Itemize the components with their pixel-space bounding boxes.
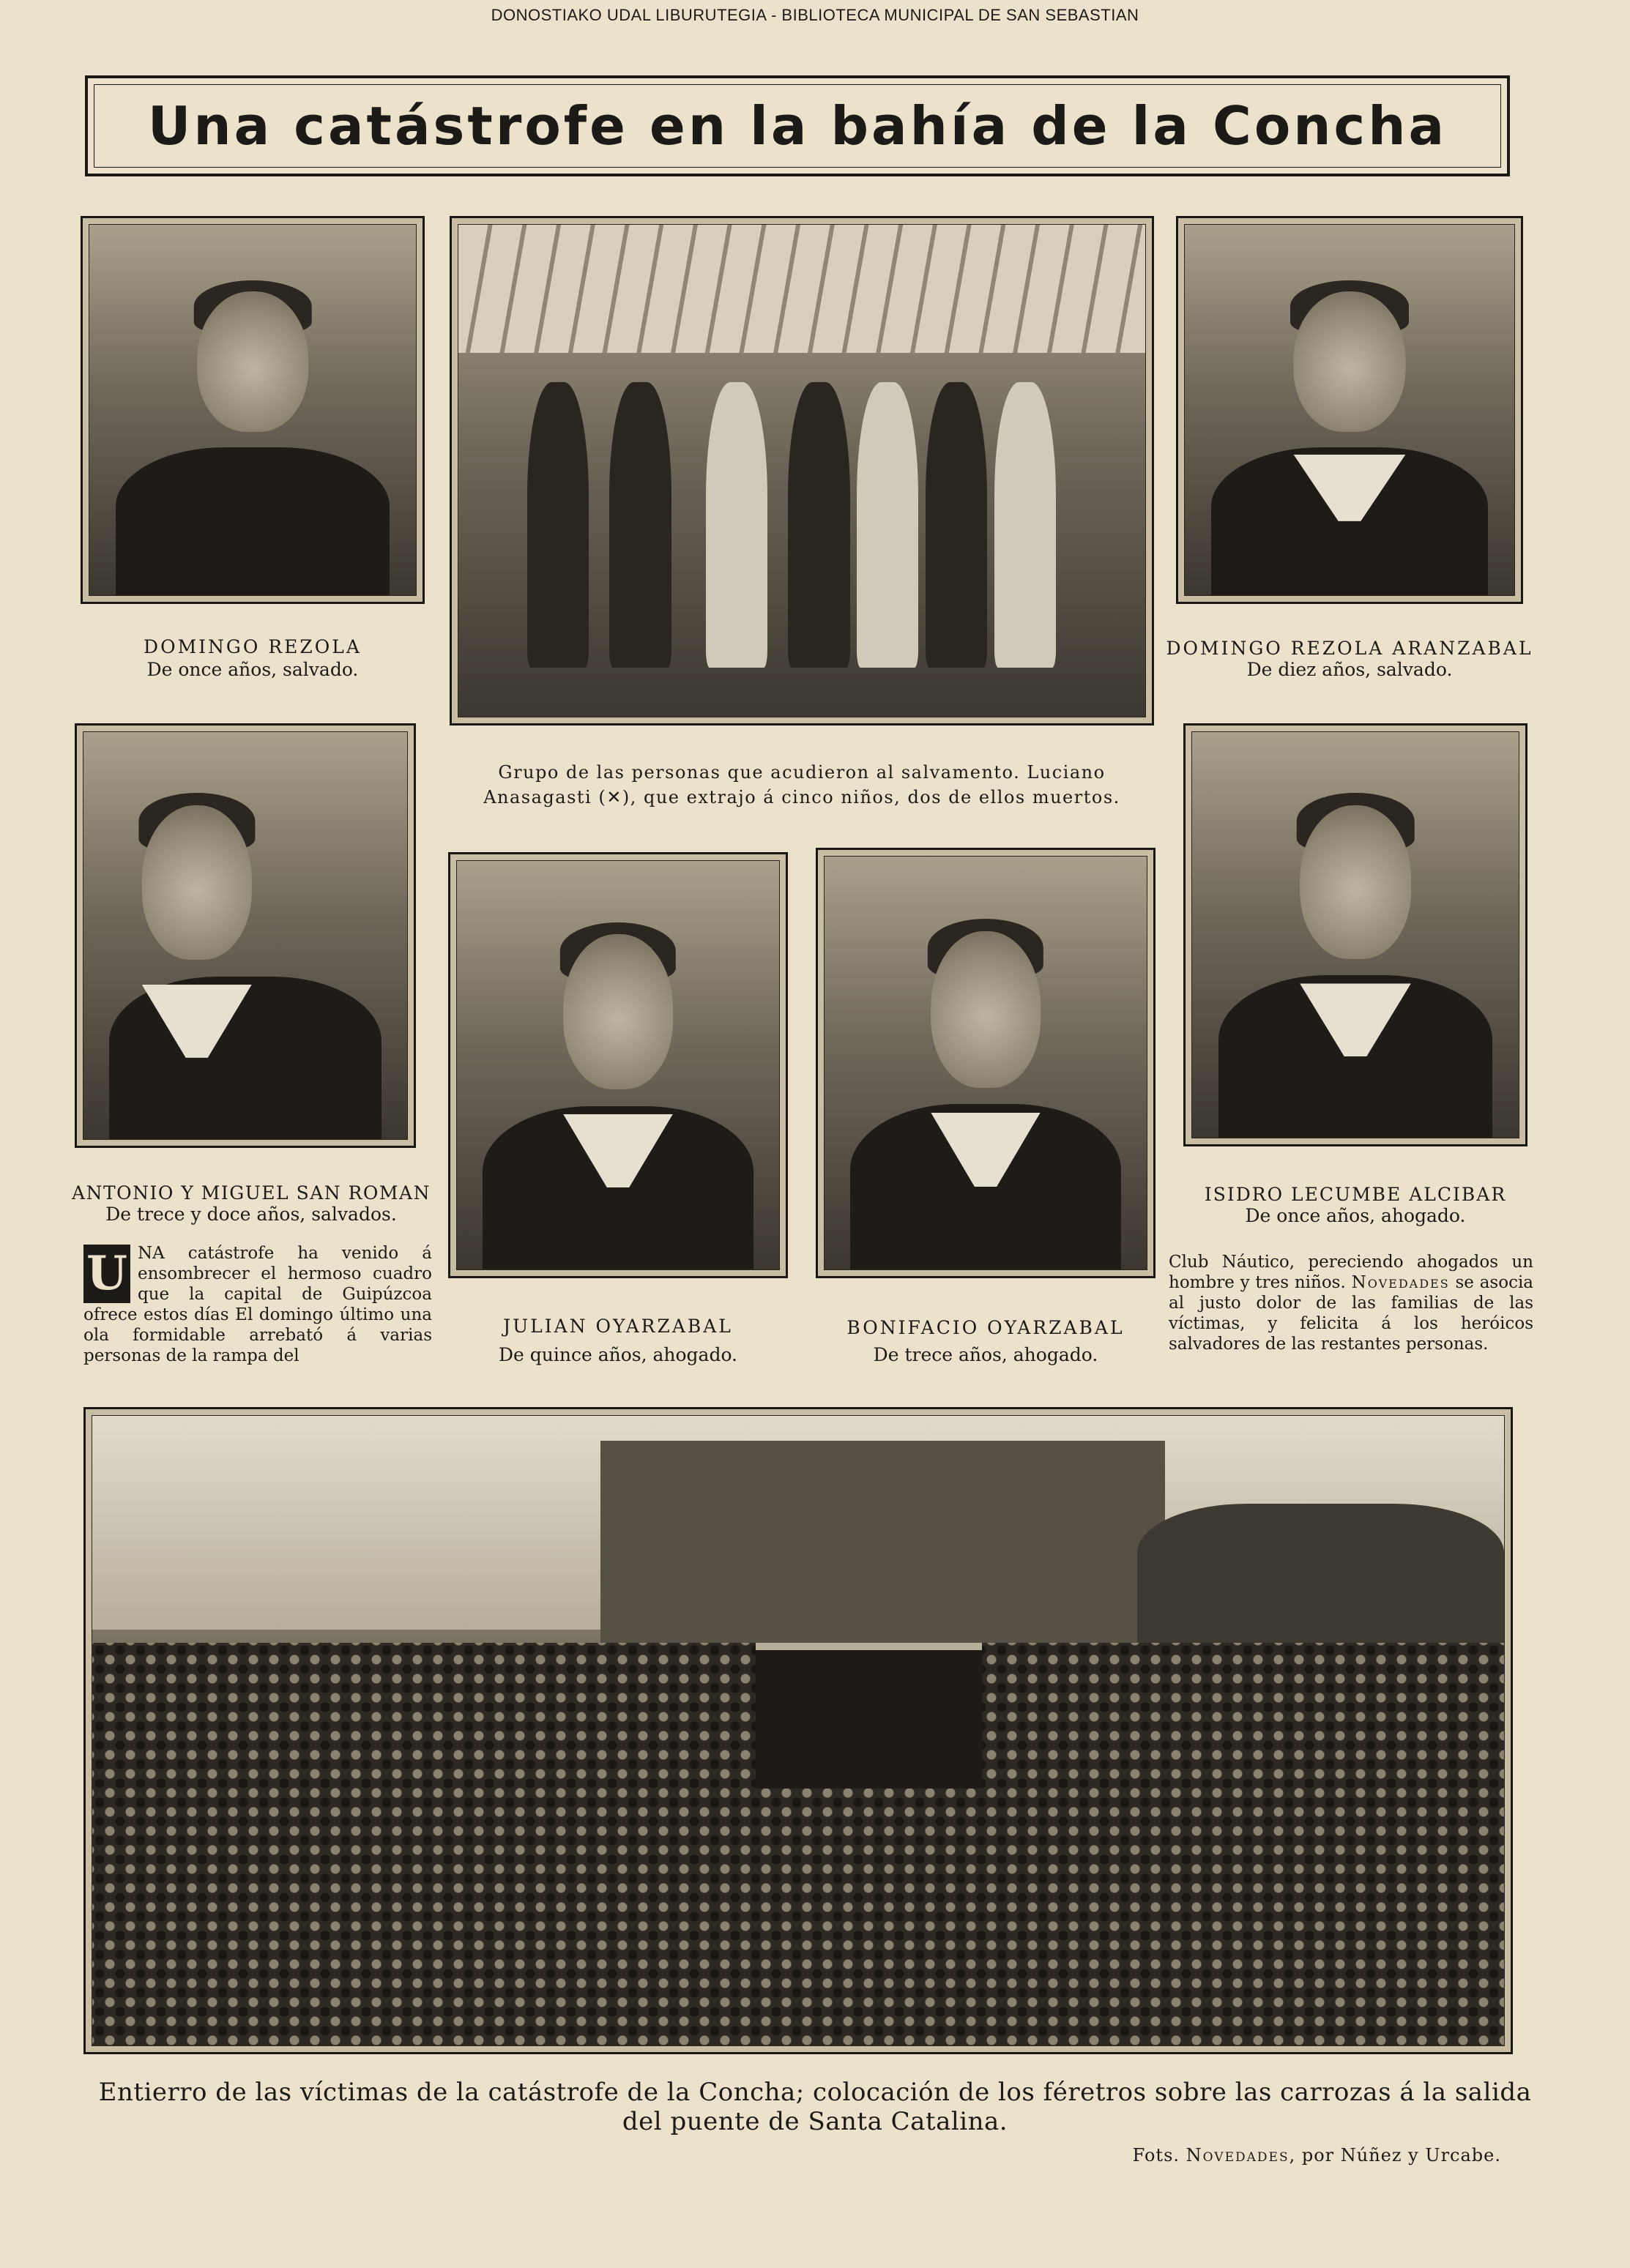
photo-image — [1191, 731, 1519, 1138]
photo-credit — [1133, 2145, 1501, 2166]
page-title: Una catástrofe en la bahía de la Concha — [147, 95, 1448, 157]
magazine-name: Novedades — [1351, 1273, 1450, 1292]
caption-name-p6: ISIDRO LECUMBE ALCIBAR — [1204, 1184, 1507, 1205]
caption-name-p3: ANTONIO Y MIGUEL SAN ROMAN — [72, 1182, 431, 1204]
credit-prefix: Fots. — [1132, 2145, 1180, 2166]
caption-name-p5: BONIFACIO OYARZABAL — [846, 1317, 1125, 1338]
photo-image — [89, 224, 417, 596]
library-header: DONOSTIAKO UDAL LIBURUTEGIA - BIBLIOTECA MUNICIPAL DE SAN SEBASTIAN — [491, 6, 1139, 24]
photo-image — [92, 1415, 1505, 2046]
group-caption-line2: Anasagasti (✕), que extrajo á cinco niños, dos de ellos muertos. — [483, 787, 1120, 807]
photo-image — [1184, 224, 1515, 596]
article-left-column — [83, 1243, 432, 1366]
caption-sub-p4: De quince años, ahogado. — [498, 1344, 738, 1365]
photo-bonifacio-oyarzabal — [816, 848, 1155, 1278]
photo-domingo-rezola-aranzabal — [1176, 216, 1523, 604]
caption-sub-p2: De diez años, salvado. — [1246, 659, 1453, 680]
credit-magazine: Novedades — [1186, 2145, 1290, 2166]
photo-image — [824, 856, 1147, 1270]
photo-domingo-rezola — [81, 216, 425, 604]
article-right-text-1: Club Náutico, pereciendo ahogados un hombre y tres niños. — [1169, 1253, 1533, 1292]
article-right-column — [1169, 1252, 1533, 1354]
credit-suffix: , por Núñez y Urcabe. — [1289, 2145, 1501, 2166]
caption-sub-p5: De trece años, ahogado. — [873, 1344, 1098, 1365]
caption-sub-p1: De once años, salvado. — [146, 659, 359, 680]
photo-funeral-crowd — [83, 1407, 1513, 2054]
caption-sub-p6: De once años, ahogado. — [1245, 1205, 1466, 1226]
photo-image — [458, 224, 1146, 717]
bottom-caption-line1: Entierro de las víctimas de la catástrofe de la Concha; colocación de los féretros sobre las carrozas á la salida — [98, 2078, 1532, 2107]
caption-name-p4: JULIAN OYARZABAL — [503, 1316, 733, 1337]
photo-image — [456, 860, 780, 1270]
photo-isidro-lecumbe-alcibar — [1183, 723, 1527, 1146]
photo-julian-oyarzabal — [448, 852, 788, 1278]
article-right-text-2: se asocia al justo dolor de las familias de las víctimas, y felicita á los heróicos salvadores de las restantes personas. — [1169, 1273, 1534, 1354]
article-left-text: NA catástrofe ha venido á ensombrecer el hermoso cuadro que la capital de Guipúzcoa ofrece estos días El domingo último una ola formidable arrebató á varias personas de la rampa del — [83, 1244, 432, 1365]
bottom-caption-line2: del puente de Santa Catalina. — [622, 2107, 1008, 2136]
caption-sub-p3: De trece y doce años, salvados. — [105, 1204, 397, 1225]
photo-rescuers-group — [450, 216, 1154, 725]
caption-name-p2: DOMINGO REZOLA ARANZABAL — [1166, 638, 1533, 659]
caption-name-p1: DOMINGO REZOLA — [144, 636, 362, 657]
photo-image — [83, 731, 408, 1140]
dropcap-letter: U — [83, 1245, 130, 1303]
title-frame — [85, 75, 1510, 176]
photo-antonio-miguel-san-roman — [75, 723, 416, 1148]
bottom-caption — [73, 2078, 1557, 2136]
group-caption-line1: Grupo de las personas que acudieron al salvamento. Luciano — [498, 762, 1106, 783]
